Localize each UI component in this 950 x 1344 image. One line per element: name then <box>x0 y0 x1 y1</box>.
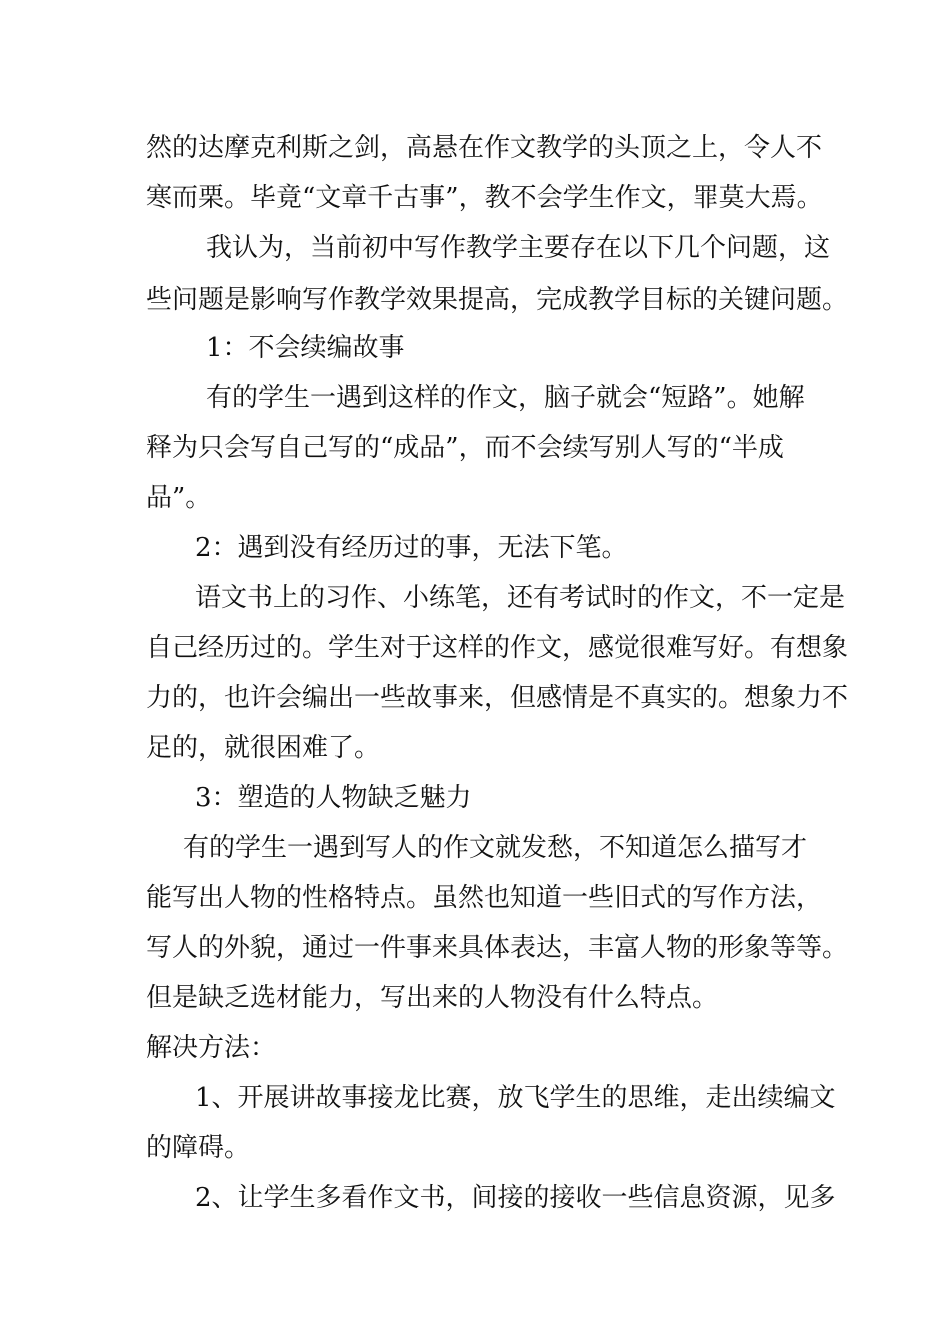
paragraph-line: 我认为，当前初中写作教学主要存在以下几个问题，这 <box>206 233 831 263</box>
paragraph-line: 些问题是影响写作教学效果提高，完成教学目标的关键问题。 <box>146 285 849 315</box>
paragraph-line: 品”。 <box>146 483 212 513</box>
section-heading: 2：遇到没有经历过的事，无法下笔。 <box>195 533 628 563</box>
section-heading: 3：塑造的人物缺乏魅力 <box>195 783 472 813</box>
paragraph-line: 1、开展讲故事接龙比赛，放飞学生的思维，走出续编文 <box>195 1083 836 1113</box>
section-heading: 1：不会续编故事 <box>206 333 405 363</box>
paragraph-line: 的障碍。 <box>146 1133 251 1163</box>
paragraph-line: 2、让学生多看作文书，间接的接收一些信息资源，见多 <box>195 1183 836 1213</box>
paragraph-line: 语文书上的习作、小练笔，还有考试时的作文，不一定是 <box>195 583 846 613</box>
paragraph-line: 自己经历过的。学生对于这样的作文，感觉很难写好。有想象 <box>146 633 849 663</box>
paragraph-line: 足的，就很困难了。 <box>146 733 381 763</box>
paragraph-line: 有的学生一遇到写人的作文就发愁，不知道怎么描写才 <box>183 833 808 863</box>
paragraph-line: 力的，也许会编出一些故事来，但感情是不真实的。想象力不 <box>146 683 849 713</box>
section-heading: 解决方法： <box>146 1033 277 1063</box>
paragraph-line: 能写出人物的性格特点。虽然也知道一些旧式的写作方法， <box>146 883 823 913</box>
paragraph-line: 然的达摩克利斯之剑，高悬在作文教学的头顶之上，令人不 <box>146 133 823 163</box>
paragraph-line: 写人的外貌，通过一件事来具体表达，丰富人物的形象等等。 <box>146 933 849 963</box>
paragraph-line: 有的学生一遇到这样的作文，脑子就会“短路”。她解 <box>206 383 805 413</box>
paragraph-line: 但是缺乏选材能力，写出来的人物没有什么特点。 <box>146 983 719 1013</box>
paragraph-line: 释为只会写自己写的“成品”，而不会续写别人写的“半成 <box>146 433 784 463</box>
paragraph-line: 寒而栗。毕竟“文章千古事”，教不会学生作文，罪莫大焉。 <box>146 183 823 213</box>
